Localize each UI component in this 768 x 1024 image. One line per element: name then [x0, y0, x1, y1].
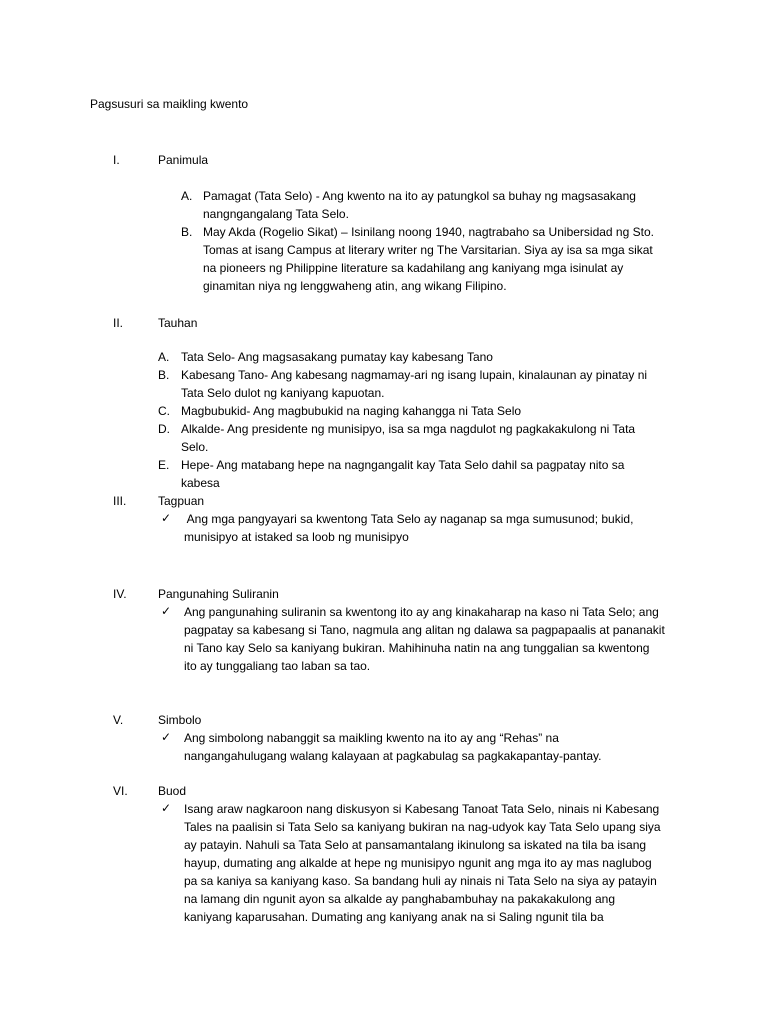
section-4-heading: Pangunahing Suliranin — [158, 587, 279, 601]
section-5-heading: Simbolo — [158, 713, 202, 727]
s1-item-b-letter: B. — [181, 225, 193, 239]
section-5-number: V. — [113, 713, 124, 727]
document-title: Pagsusuri sa maikling kwento — [90, 97, 249, 111]
section-2-heading: Tauhan — [158, 316, 198, 330]
section-3-number: III. — [113, 494, 127, 508]
section-2-number: II. — [113, 316, 124, 330]
s6-paragraph: Isang araw nagkaroon nang diskusyon si Kabesang Tanoat Tata Selo, ninais ni Kabesang Tales na paalisin si Tata Selo sa kaniyang bukiran na nag-udyok kay Tata Selo upang siya ay patayin. Nahuli sa Tata Selo at pansamantalang ikinulong sa iskated na tila ba isang hayup, dumating ang alkalde at hepe ng munisipyo ngunit ang mga ito ay mas naglubog pa sa kaniya sa kaniyang kaso. Sa bandang huli ay ninais ni Tata Selo na siya ay patayin na lamang din ngunit ayon sa alkalde ay panghabambuhay na pakakakulong ang kaniyang kaparusahan. Dumating ang kaniyang anak na si Saling ngunit tila ba — [184, 802, 661, 924]
check-icon: ✓ — [161, 604, 172, 618]
s2-item-d-text: Alkalde- Ang presidente ng munisipyo, isa sa mga nagdulot ng pagkakakulong ni Tata Selo. — [181, 422, 636, 454]
section-4-number: IV. — [113, 587, 127, 601]
s2-item-b-text: Kabesang Tano- Ang kabesang nagmamay-ari ng isang lupain, kinalaunan ay pinatay ni Tata Selo dulot ng kaniyang kapuotan. — [181, 368, 648, 400]
s2-item-d-letter: D. — [158, 422, 170, 436]
s4-paragraph: Ang pangunahing suliranin sa kwentong ito ay ang kinakaharap na kaso ni Tata Selo; ang pagpatay sa kabesang si Tano, nagmula ang alitan ng dalawa sa pagpapaalis at pananakit ni Tano kay Selo sa kaniyang bukiran. Mahihinuha natin na ang tunggalian sa kwentong ito ay tunggaliang tao laban sa tao. — [184, 605, 665, 673]
s2-item-a-text: Tata Selo- Ang magsasakang pumatay kay kabesang Tano — [181, 350, 493, 364]
check-icon: ✓ — [161, 801, 172, 815]
section-6-number: VI. — [113, 784, 128, 798]
section-1-heading: Panimula — [158, 153, 209, 167]
s2-item-c-text: Magbubukid- Ang magbubukid na naging kahangga ni Tata Selo — [181, 404, 522, 418]
s2-item-e-letter: E. — [158, 458, 170, 472]
s5-paragraph: Ang simbolong nabanggit sa maikling kwento na ito ay ang “Rehas” na nangangahulugang walang kalayaan at pagkabulag sa pagkakapantay-pantay. — [184, 731, 602, 763]
s2-item-e-text: Hepe- Ang matabang hepe na nagngangalit kay Tata Selo dahil sa pagpatay nito sa kabesa — [181, 458, 625, 490]
s2-item-b-letter: B. — [158, 368, 170, 382]
section-6-heading: Buod — [158, 784, 187, 798]
s1-item-a-letter: A. — [181, 189, 193, 203]
section-1-number: I. — [113, 153, 120, 167]
check-icon: ✓ — [161, 730, 172, 744]
s1-item-a-text: Pamagat (Tata Selo) - Ang kwento na ito ay patungkol sa buhay ng magsasakang nangngangalang Tata Selo. — [203, 189, 636, 221]
s3-paragraph: Ang mga pangyayari sa kwentong Tata Selo ay naganap sa mga sumusunod; bukid, munisipyo at istaked sa loob ng munisipyo — [184, 512, 634, 544]
s2-item-c-letter: C. — [158, 404, 170, 418]
check-icon: ✓ — [161, 511, 172, 525]
s1-item-b-text: May Akda (Rogelio Sikat) – Isinilang noong 1940, nagtrabaho sa Unibersidad ng Sto. Tomas at isang Campus at literary writer ng The Varsitarian. Siya ay isa sa mga sikat na pioneers ng Philippine literature sa kadahilang ang kaniyang mga isinulat ay ginamitan niya ng lenggwaheng atin, ang wikang Filipino. — [203, 225, 654, 293]
s2-item-a-letter: A. — [158, 350, 170, 364]
section-3-heading: Tagpuan — [158, 494, 205, 508]
